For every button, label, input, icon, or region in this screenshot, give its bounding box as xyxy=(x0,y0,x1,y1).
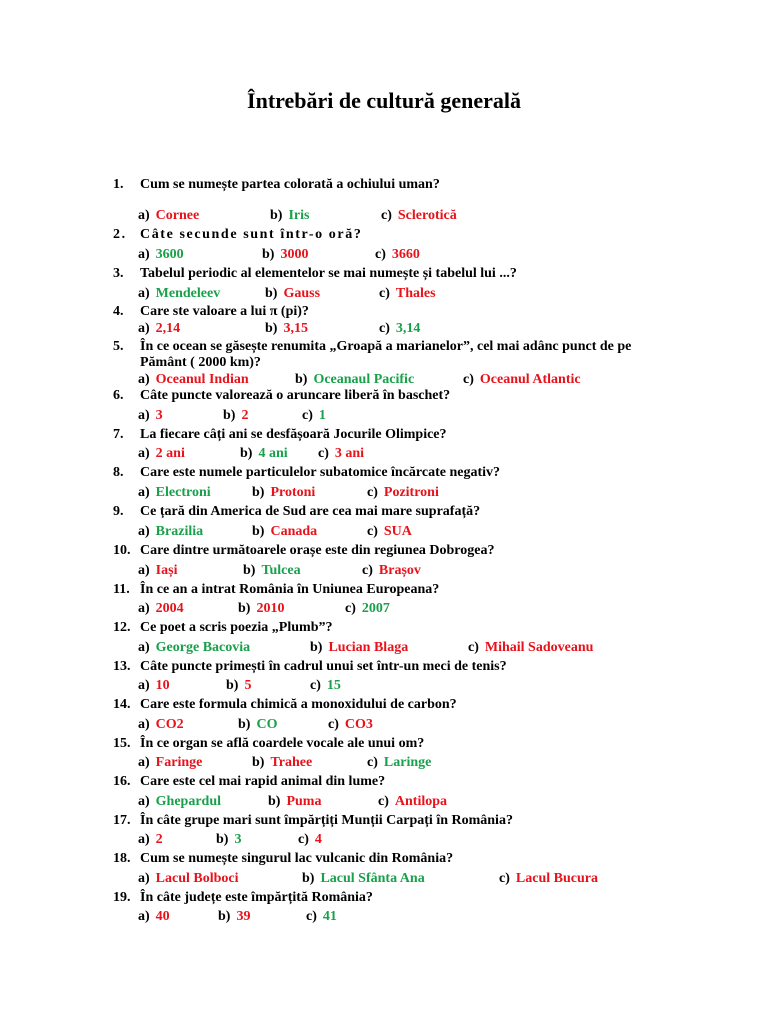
answer-option-c[interactable] xyxy=(381,208,457,224)
question-number: 4. xyxy=(113,304,124,319)
question-number: 19. xyxy=(113,890,131,905)
answer-option-c[interactable] xyxy=(318,446,364,462)
correct-answer: 2007 xyxy=(361,601,390,616)
wrong-answer: 3,15 xyxy=(283,321,308,336)
answer-label: c) xyxy=(367,755,378,770)
answer-label: a) xyxy=(138,408,150,423)
answer-label: a) xyxy=(138,321,150,336)
wrong-answer: 5 xyxy=(244,678,252,693)
question-number: 14. xyxy=(113,697,131,712)
wrong-answer: Lacul Bucura xyxy=(515,871,598,886)
answer-option-b[interactable] xyxy=(268,794,321,810)
question-number: 17. xyxy=(113,813,131,828)
answer-label: c) xyxy=(306,909,317,924)
answer-label: a) xyxy=(138,794,150,809)
correct-answer: Tulcea xyxy=(261,563,301,578)
question-number: 18. xyxy=(113,851,131,866)
answer-option-b[interactable] xyxy=(223,408,248,424)
question-number: 2. xyxy=(113,227,127,242)
answer-label: a) xyxy=(138,524,150,539)
answer-label: a) xyxy=(138,678,150,693)
answer-option-b[interactable] xyxy=(262,247,308,263)
question-number: 5. xyxy=(113,339,124,354)
answer-label: c) xyxy=(310,678,321,693)
question-text: Care este numele particulelor subatomice încărcate negativ? xyxy=(140,465,501,480)
answer-option-c[interactable] xyxy=(362,563,421,579)
question-text: În ce an a intrat România în Uniunea Europeana? xyxy=(140,582,440,597)
wrong-answer: 3 ani xyxy=(334,446,365,461)
wrong-answer: Faringe xyxy=(155,755,203,770)
question-text: Care ste valoare a lui π (pi)? xyxy=(140,304,309,319)
answer-label: b) xyxy=(270,208,283,223)
question-text: În ce ocean se găsește renumita „Groapă a marianelor”, cel mai adânc punct de pe Pământ ( 2000 km)? xyxy=(140,339,632,370)
correct-answer: Laringe xyxy=(383,755,432,770)
answer-option-a[interactable] xyxy=(138,524,203,540)
answer-option-c[interactable] xyxy=(378,794,447,810)
answer-option-a[interactable] xyxy=(138,485,211,501)
answer-option-a[interactable] xyxy=(138,794,221,810)
answer-option-b[interactable] xyxy=(216,832,241,848)
answer-label: a) xyxy=(138,640,150,655)
answer-label: b) xyxy=(252,524,265,539)
wrong-answer: 39 xyxy=(236,909,251,924)
question-text: Ce țară din America de Sud are cea mai mare suprafață? xyxy=(140,504,481,519)
answer-label: c) xyxy=(362,563,373,578)
wrong-answer: Iași xyxy=(155,563,178,578)
answer-label: c) xyxy=(298,832,309,847)
answer-label: b) xyxy=(265,286,278,301)
answer-label: b) xyxy=(238,717,251,732)
answer-label: c) xyxy=(328,717,339,732)
answer-option-c[interactable] xyxy=(302,408,326,424)
answer-label: c) xyxy=(318,446,329,461)
answer-label: b) xyxy=(218,909,231,924)
answer-option-c[interactable] xyxy=(310,678,341,694)
question-text: Care este cel mai rapid animal din lume? xyxy=(140,774,386,789)
answer-option-b[interactable] xyxy=(238,717,277,733)
answer-option-c[interactable] xyxy=(345,601,390,617)
answer-label: b) xyxy=(238,601,251,616)
wrong-answer: Mihail Sadoveanu xyxy=(484,640,594,655)
answer-option-b[interactable] xyxy=(218,909,250,925)
page-title: Întrebări de cultură generală xyxy=(247,88,521,113)
question-number: 16. xyxy=(113,774,131,789)
answer-label: b) xyxy=(295,372,308,387)
answer-option-b[interactable] xyxy=(252,755,312,771)
question-text: Care dintre următoarele orașe este din regiunea Dobrogea? xyxy=(140,543,495,558)
wrong-answer: CO3 xyxy=(344,717,373,732)
answer-option-a[interactable] xyxy=(138,286,220,302)
correct-answer: Ghepardul xyxy=(155,794,222,809)
answer-label: c) xyxy=(379,286,390,301)
answer-option-c[interactable] xyxy=(468,640,593,656)
answer-option-b[interactable] xyxy=(265,286,320,302)
question-text: Câte puncte primești în cadrul unui set într-un meci de tenis? xyxy=(140,659,507,674)
answer-option-b[interactable] xyxy=(240,446,288,462)
answer-option-a[interactable] xyxy=(138,717,184,733)
answer-label: c) xyxy=(379,321,390,336)
wrong-answer: 3660 xyxy=(391,247,420,262)
question-text: Ce poet a scris poezia „Plumb”? xyxy=(140,620,333,635)
wrong-answer: Pozitroni xyxy=(383,485,439,500)
answer-option-a[interactable] xyxy=(138,601,184,617)
answer-option-a[interactable] xyxy=(138,871,239,887)
answer-label: a) xyxy=(138,286,150,301)
answer-option-a[interactable] xyxy=(138,909,170,925)
correct-answer: Lacul Sfânta Ana xyxy=(320,871,425,886)
answer-label: b) xyxy=(310,640,323,655)
wrong-answer: Antilopa xyxy=(394,794,448,809)
wrong-answer: 40 xyxy=(155,909,170,924)
question-text: În ce organ se află coardele vocale ale unui om? xyxy=(140,736,425,751)
answer-option-c[interactable] xyxy=(375,247,420,263)
answer-option-a[interactable] xyxy=(138,755,202,771)
question-text: Cum se numește partea colorată a ochiului uman? xyxy=(140,177,440,192)
answer-label: c) xyxy=(302,408,313,423)
correct-answer: Oceanaul Pacific xyxy=(313,372,415,387)
correct-answer: Brazilia xyxy=(155,524,204,539)
wrong-answer: Brașov xyxy=(378,563,421,578)
answer-option-c[interactable] xyxy=(367,485,439,501)
answer-option-b[interactable] xyxy=(302,871,425,887)
answer-option-a[interactable] xyxy=(138,247,184,263)
answer-option-c[interactable] xyxy=(306,909,337,925)
answer-label: a) xyxy=(138,717,150,732)
answer-option-b[interactable] xyxy=(252,524,317,540)
answer-label: a) xyxy=(138,871,150,886)
answer-option-b[interactable] xyxy=(295,372,414,388)
answer-option-b[interactable] xyxy=(270,208,309,224)
question-number: 6. xyxy=(113,388,124,403)
correct-answer: 41 xyxy=(322,909,337,924)
answer-label: b) xyxy=(252,485,265,500)
answer-option-b[interactable] xyxy=(265,321,308,337)
wrong-answer: 2004 xyxy=(155,601,184,616)
answer-label: c) xyxy=(367,485,378,500)
wrong-answer: Puma xyxy=(286,794,322,809)
wrong-answer: Sclerotică xyxy=(397,208,457,223)
answer-option-b[interactable] xyxy=(252,485,315,501)
answer-label: a) xyxy=(138,446,150,461)
wrong-answer: 4 xyxy=(314,832,322,847)
answer-label: b) xyxy=(268,794,281,809)
correct-answer: 3 xyxy=(234,832,242,847)
wrong-answer: Lacul Bolboci xyxy=(155,871,239,886)
correct-answer: George Bacovia xyxy=(155,640,251,655)
correct-answer: Iris xyxy=(288,208,310,223)
wrong-answer: Lucian Blaga xyxy=(328,640,409,655)
answer-option-a[interactable] xyxy=(138,372,249,388)
question-text: Tabelul periodic al elementelor se mai numește și tabelul lui ...? xyxy=(140,266,517,281)
answer-label: b) xyxy=(243,563,256,578)
answer-label: b) xyxy=(302,871,315,886)
wrong-answer: 2 ani xyxy=(155,446,185,461)
correct-answer: 4 ani xyxy=(258,446,288,461)
answer-label: a) xyxy=(138,755,150,770)
wrong-answer: CO2 xyxy=(155,717,184,732)
question-text: Cum se numește singurul lac vulcanic din România? xyxy=(140,851,454,866)
wrong-answer: Gauss xyxy=(283,286,321,301)
answer-option-a[interactable] xyxy=(138,832,163,848)
answer-label: b) xyxy=(265,321,278,336)
question-text: La fiecare câți ani se desfășoară Jocurile Olimpice? xyxy=(140,427,447,442)
correct-answer: Mendeleev xyxy=(155,286,221,301)
answer-label: c) xyxy=(367,524,378,539)
answer-option-a[interactable] xyxy=(138,678,170,694)
question-text: Câte puncte valorează o aruncare liberă în baschet? xyxy=(140,388,451,403)
answer-option-c[interactable] xyxy=(328,717,373,733)
answer-option-a[interactable] xyxy=(138,446,185,462)
answer-option-b[interactable] xyxy=(310,640,408,656)
answer-option-b[interactable] xyxy=(238,601,284,617)
question-number: 12. xyxy=(113,620,131,635)
wrong-answer: 10 xyxy=(155,678,170,693)
wrong-answer: Thales xyxy=(395,286,436,301)
answer-label: b) xyxy=(252,755,265,770)
wrong-answer: Trahee xyxy=(270,755,313,770)
answer-label: a) xyxy=(138,208,150,223)
wrong-answer: 3000 xyxy=(280,247,309,262)
correct-answer: 3600 xyxy=(155,247,184,262)
question-number: 11. xyxy=(113,582,130,597)
question-number: 7. xyxy=(113,427,124,442)
wrong-answer: Oceanul Indian xyxy=(155,372,249,387)
answer-option-c[interactable] xyxy=(379,321,420,337)
answer-label: c) xyxy=(463,372,474,387)
question-text: Care este formula chimică a monoxidului de carbon? xyxy=(140,697,457,712)
wrong-answer: 2 xyxy=(155,832,163,847)
answer-label: c) xyxy=(468,640,479,655)
question-number: 9. xyxy=(113,504,124,519)
answer-label: b) xyxy=(262,247,275,262)
correct-answer: 3,14 xyxy=(395,321,421,336)
answer-label: b) xyxy=(240,446,253,461)
question-number: 15. xyxy=(113,736,131,751)
wrong-answer: 2010 xyxy=(256,601,285,616)
correct-answer: Electroni xyxy=(155,485,211,500)
wrong-answer: SUA xyxy=(383,524,412,539)
question-number: 3. xyxy=(113,266,124,281)
answer-label: c) xyxy=(499,871,510,886)
answer-label: c) xyxy=(381,208,392,223)
answer-option-b[interactable] xyxy=(226,678,251,694)
answer-label: c) xyxy=(378,794,389,809)
correct-answer: CO xyxy=(256,717,278,732)
answer-label: c) xyxy=(345,601,356,616)
answer-label: a) xyxy=(138,601,150,616)
wrong-answer: Protoni xyxy=(270,485,316,500)
question-text: Câte secunde sunt într-o oră? xyxy=(140,227,363,242)
answer-option-c[interactable] xyxy=(367,524,412,540)
question-number: 1. xyxy=(113,177,124,192)
answer-option-c[interactable] xyxy=(367,755,431,771)
answer-option-a[interactable] xyxy=(138,321,180,337)
correct-answer: 15 xyxy=(326,678,341,693)
question-text: În câte grupe mari sunt împărțiți Munții Carpați în România? xyxy=(140,813,513,828)
answer-label: c) xyxy=(375,247,386,262)
wrong-answer: 2,14 xyxy=(155,321,181,336)
wrong-answer: Canada xyxy=(270,524,318,539)
answer-option-c[interactable] xyxy=(463,372,581,388)
question-number: 10. xyxy=(113,543,131,558)
question-number: 13. xyxy=(113,659,131,674)
answer-option-a[interactable] xyxy=(138,208,199,224)
question-text: În câte județe este împărțită România? xyxy=(140,890,373,905)
question-number: 8. xyxy=(113,465,124,480)
answer-label: b) xyxy=(216,832,229,847)
answer-label: a) xyxy=(138,832,150,847)
answer-label: b) xyxy=(226,678,239,693)
correct-answer: 1 xyxy=(318,408,326,423)
wrong-answer: Oceanul Atlantic xyxy=(479,372,581,387)
answer-label: a) xyxy=(138,372,150,387)
wrong-answer: Cornee xyxy=(155,208,200,223)
answer-option-a[interactable] xyxy=(138,640,250,656)
wrong-answer: 2 xyxy=(241,408,249,423)
answer-option-c[interactable] xyxy=(499,871,598,887)
answer-label: a) xyxy=(138,563,150,578)
answer-label: a) xyxy=(138,485,150,500)
answer-option-c[interactable] xyxy=(298,832,322,848)
answer-option-c[interactable] xyxy=(379,286,436,302)
answer-option-a[interactable] xyxy=(138,563,177,579)
answer-label: a) xyxy=(138,909,150,924)
answer-label: b) xyxy=(223,408,236,423)
answer-option-a[interactable] xyxy=(138,408,163,424)
answer-option-b[interactable] xyxy=(243,563,301,579)
answer-label: a) xyxy=(138,247,150,262)
wrong-answer: 3 xyxy=(155,408,163,423)
